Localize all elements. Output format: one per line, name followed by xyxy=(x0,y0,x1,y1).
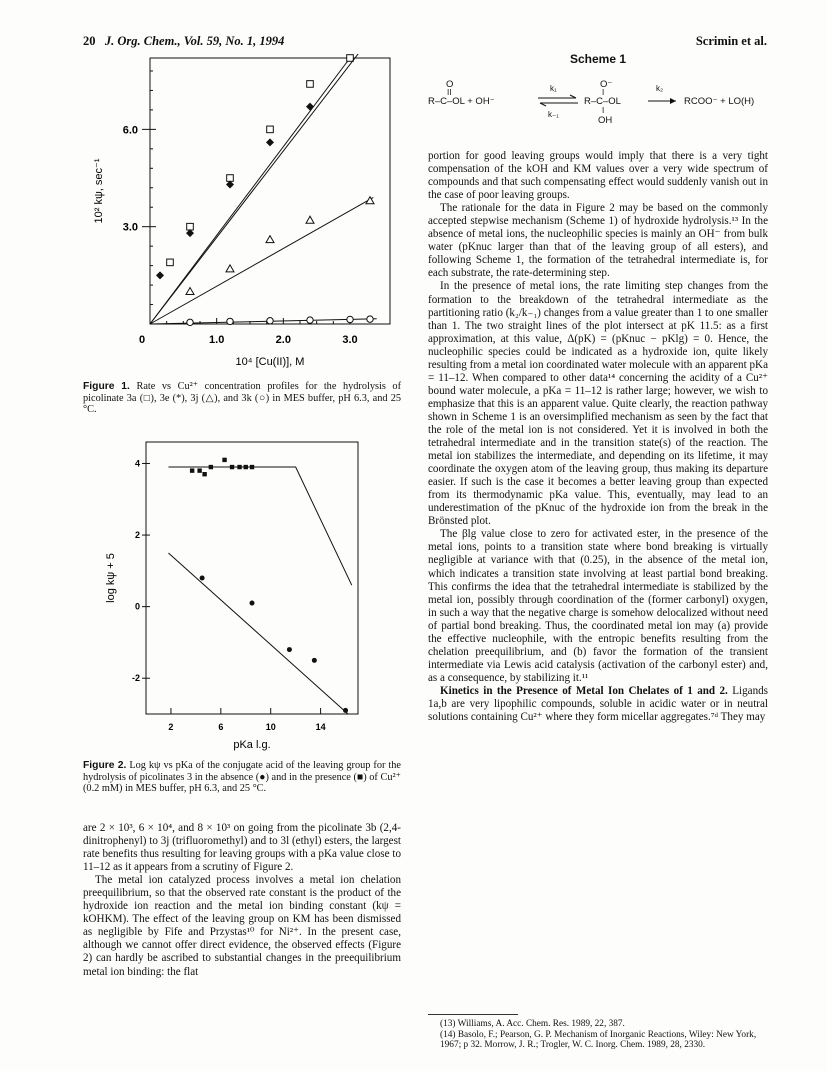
plot-frame xyxy=(150,58,390,324)
data-point-circle xyxy=(307,317,313,323)
scheme-intermediate: R–C–OL xyxy=(584,96,621,107)
series-line-3k xyxy=(150,319,377,324)
page-number: 20 xyxy=(83,34,96,48)
page-header-authors: Scrimin et al. xyxy=(695,34,767,48)
y-tick-label: 0 xyxy=(134,601,140,612)
data-point-circle xyxy=(187,319,193,325)
data-point-star xyxy=(306,103,314,111)
scheme-reactants: R–C–OL + OH⁻ xyxy=(428,96,495,107)
series-line-absenceofCu xyxy=(168,553,348,714)
figure-1-caption xyxy=(83,381,401,416)
left-paragraph: are 2 × 10³, 6 × 10⁴, and 8 × 10³ on going from the picolinate 3b (2,4-dinitrophenyl) to 3j (trifluoromethyl) and to 3l (ethyl) esters, the largest rate benefits thus resulting for leaving groups with a pKa value close to 11–12 as it appears from a scrutiny of Figure 2. xyxy=(83,822,401,874)
data-point-filled-square xyxy=(209,465,213,469)
right-column-text xyxy=(428,150,768,724)
scheme-single-bond-top: I xyxy=(602,88,605,97)
scheme-k-minus-1: k₋₁ xyxy=(548,110,559,119)
footnote-14: (14) Basolo, F.; Pearson, G. P. Mechanism of Inorganic Reactions, Wiley: New York, 1967; p 32. Morrow, J. R.; Trogler, W. C. Inorg. Chem. 1989, 28, 2330. xyxy=(440,1029,757,1051)
data-point-circle xyxy=(267,318,273,324)
y-tick-label: 3.0 xyxy=(122,221,138,234)
data-point-circle xyxy=(227,318,233,324)
x-tick-label: 14 xyxy=(315,722,326,732)
page-header-left xyxy=(83,34,284,49)
data-point-triangle xyxy=(266,236,274,243)
data-point-square xyxy=(227,175,234,182)
scheme-oxide: O⁻ xyxy=(600,79,613,90)
x-tick-label: 2 xyxy=(168,722,174,732)
data-point-square xyxy=(307,81,314,88)
x-tick-label: 10 xyxy=(265,722,276,732)
series-line-presenceofCu xyxy=(168,467,351,585)
data-point-circle xyxy=(347,316,353,322)
data-point-triangle xyxy=(306,216,314,223)
data-point-triangle xyxy=(186,288,194,295)
data-point-circle xyxy=(367,316,373,322)
series-line-3j xyxy=(150,197,373,324)
y-axis-label: 10² kψ, sec⁻¹ xyxy=(93,158,105,224)
section-heading: Kinetics in the Presence of Metal Ion Chelates of 1 and 2. xyxy=(440,684,728,697)
figure-2-caption xyxy=(83,760,401,795)
scheme-1 xyxy=(428,52,768,162)
scheme-k2: k₂ xyxy=(656,84,664,93)
data-point-filled-square xyxy=(237,465,241,469)
scheme-products: RCOO⁻ + LO(H) xyxy=(684,96,755,107)
data-point-star xyxy=(266,138,274,146)
data-point-star xyxy=(156,271,164,279)
data-point-square xyxy=(167,259,174,266)
figure-1-caption-label: Figure 1. xyxy=(83,381,130,392)
figure-2-chart xyxy=(96,436,366,754)
data-point-triangle xyxy=(226,265,234,272)
x-axis-label: 10⁴ [Cu(II)], M xyxy=(235,356,305,368)
data-point-filled-square xyxy=(202,472,206,476)
footnotes xyxy=(428,1019,768,1051)
scheme-k1: k₁ xyxy=(550,84,557,93)
data-point-filled-circle xyxy=(287,647,292,652)
section-text: Ligands 1a,b are very lipophilic compounds, soluble in acidic water or in neutral solutions containing Cu²⁺ where they form micellar aggregates.⁷ᵈ They may xyxy=(428,684,768,724)
scheme-carbonyl-o: O xyxy=(446,79,454,90)
footnote-13: (13) Williams, A. Acc. Chem. Res. 1989, 22, 387. xyxy=(440,1019,625,1029)
series-line-3e xyxy=(150,54,360,324)
data-point-square xyxy=(267,126,274,133)
left-column-text xyxy=(83,822,401,979)
scheme-title: Scheme 1 xyxy=(569,52,627,66)
x-tick-label: 2.0 xyxy=(275,334,291,346)
data-point-filled-square xyxy=(230,465,234,469)
x-axis-label: pKa l.g. xyxy=(233,739,271,751)
data-point-filled-square xyxy=(190,468,194,472)
data-point-filled-square xyxy=(197,468,201,472)
y-tick-label: 6.0 xyxy=(122,124,138,137)
y-tick-label: -2 xyxy=(131,673,140,684)
journal-citation: J. Org. Chem., Vol. 59, No. 1, 1994 xyxy=(104,34,285,48)
x-tick-label: 1.0 xyxy=(209,334,225,346)
x-tick-label: 3.0 xyxy=(342,334,358,346)
scheme-hydroxyl: OH xyxy=(598,115,613,126)
figure-2-caption-text: Log kψ vs pKa of the conjugate acid of the leaving group for the hydrolysis of picolinates 3 in the absence (●) and in the presence (■) of Cu²⁺ (0.2 mM) in MES buffer, pH 6.3, and 25 °C. xyxy=(83,760,401,795)
series-line-3a xyxy=(150,58,350,324)
data-point-filled-circle xyxy=(343,708,348,713)
plot-frame xyxy=(146,442,358,714)
right-paragraph: The βlg value close to zero for activated ester, in the presence of the metal ions, points to a transition state where bond breaking is virtually negligible at variance with that (0.25), in the absence of the metal ion, which indicates a transition state involving at least partial bond breaking. This confirms the idea that the tetrahedral intermediate is stabilized by the metal ion, possibly through coordination of the (former carbonyl) oxygen, in such a way that the negative charge is somehow delocalized without need of partial bond breaking. Thus, the coordinated metal ion may (a) provide the effective nucleophile, with the entropic benefits resulting from the chelation preequilibrium, and (b) favor the formation of the transient intermediate via Lewis acid catalysis (activation of the carbonyl ester) and, as a consequence, by stabilizing it.¹¹ xyxy=(428,528,768,684)
equilibrium-arrow-icon xyxy=(536,94,580,108)
right-paragraph: The rationale for the data in Figure 2 may be based on the commonly accepted stepwise mechanism (Scheme 1) of hydroxide hydrolysis.¹³ In the absence of metal ions, the nucleophilic species is mainly an OH⁻ from bulk water (pKnuc larger than that of the leaving group of all esters), and following Scheme 1, the formation of the tetrahedral intermediate is, for each substrate, the rate-determining step. xyxy=(428,202,768,280)
x-tick-label: 0 xyxy=(138,334,146,346)
data-point-filled-circle xyxy=(312,658,317,663)
data-point-filled-square xyxy=(222,458,226,462)
figure-1-caption-text: Rate vs Cu²⁺ concentration profiles for the hydrolysis of picolinate 3a (□), 3e (*), 3j (△), and 3k (○) in MES buffer, pH 6.3, and 25 °C. xyxy=(83,381,401,416)
footnote-divider xyxy=(428,1014,518,1015)
left-paragraph: The metal ion catalyzed process involves a metal ion chelation preequilibrium, so that the observed rate constant is the product of the hydroxide ion reaction and the metal ion binding constant (kψ = kOHKM). The effect of the leaving group on KM has been dismissed as negligible by Fife and Przystas¹⁰ for Ni²⁺. In the present case, although we cannot offer direct evidence, the observed effects (Figure 2) can hardly be ascribed to substantial changes in the preequilibrium metal ion binding: the flat xyxy=(83,874,401,978)
y-tick-label: 2 xyxy=(134,530,140,541)
scheme-double-bond: II xyxy=(447,88,452,97)
scheme-single-bond-bottom: I xyxy=(602,106,605,115)
data-point-filled-square xyxy=(244,465,248,469)
figure-1-chart xyxy=(80,54,396,376)
data-point-square xyxy=(347,55,354,62)
y-axis-label: log kψ + 5 xyxy=(105,553,117,603)
data-point-filled-square xyxy=(250,465,254,469)
y-tick-label: 4 xyxy=(134,458,140,469)
data-point-square xyxy=(187,223,194,230)
data-point-filled-circle xyxy=(250,601,255,606)
right-paragraph: portion for good leaving groups would imply that there is a very tight compensation of the kOH and KM values over a very wide spectrum of compounds and that such compensating effect would suddenly vanish out in the case of poor leaving groups. xyxy=(428,150,768,202)
figure-2-caption-label: Figure 2. xyxy=(83,760,127,771)
data-point-filled-circle xyxy=(200,576,205,581)
x-tick-label: 6 xyxy=(218,722,224,732)
forward-arrow-icon xyxy=(646,96,680,106)
right-paragraph: In the presence of metal ions, the rate limiting step changes from the formation to the breakdown of the tetrahedral intermediate as the partitioning ratio (k₂/k₋₁) changes from a value greater than 1 to one smaller than 1. The two straight lines of the plot intersect at pK 11.5: as a first approximation, at this value, Δ(pK) = (pKnuc − pKlg) = 0. Hence, the nucleophilic species could be indicated as a hydroxide ion, quite likely resulting from a metal ion coordinated water molecule with an apparent pKa = 11–12. When compared to other data¹⁴ concerning the acidity of a Cu²⁺ bound water molecule, a pKa = 11–12 is rather large; however, we wish to emphasize that this is an apparent value. Quite clearly, the reaction pathway shown in Scheme 1 is an oversimplified mechanism as seen by the fact that the role of the metal ion is not considered. Yet it is involved in both the tetrahedral intermediate and in the transition state(s) of the reaction. The metal ion stabilizes the intermediate, and depending on its lifetime, it may coordinate the oxygen atom of the leaving group, thus making its departure easier. If such is the case it becomes a better leaving group than expected from its thermodynamic pKa value. This, eventually, may lead to an underestimation of the pKnuc of the hydroxide ion from the break in the Brönsted plot. xyxy=(428,280,768,528)
